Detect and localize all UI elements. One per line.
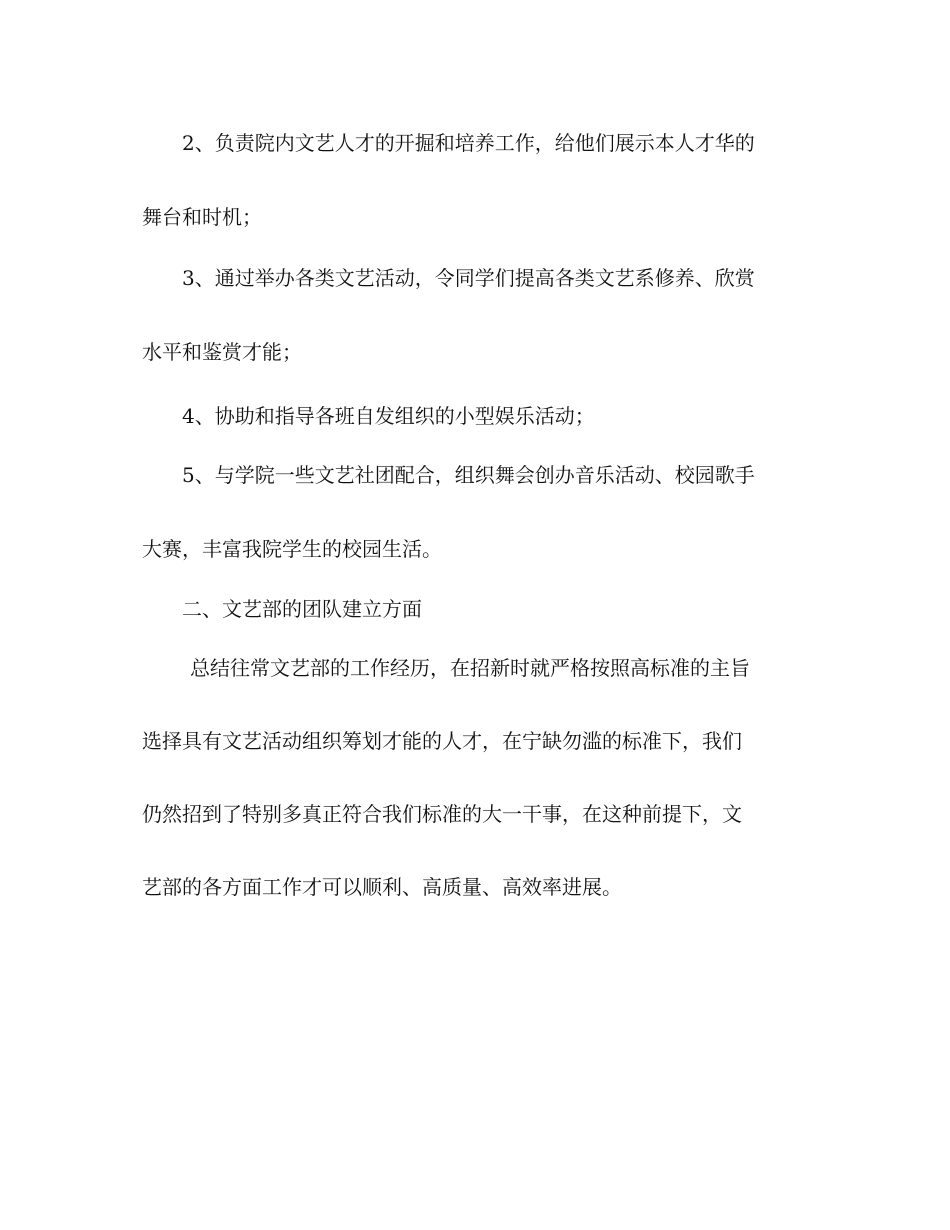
- paragraph-5-line-1: 5、与学院一些文艺社团配合，组织舞会创办音乐活动、校园歌手: [182, 463, 755, 487]
- paragraph-3-line-2: 水平和鉴赏才能；: [142, 340, 302, 364]
- paragraph-5-line-2: 大赛，丰富我院学生的校园生活。: [142, 537, 442, 561]
- section-heading: 二、文艺部的团队建立方面: [182, 597, 422, 621]
- paragraph-2-line-1: 2、负责院内文艺人才的开掘和培养工作，给他们展示本人才华的: [182, 131, 755, 155]
- paragraph-6-line-3: 仍然招到了特别多真正符合我们标准的大一干事，在这种前提下，文: [142, 802, 742, 826]
- paragraph-6-line-2: 选择具有文艺活动组织筹划才能的人才，在宁缺勿滥的标准下，我们: [142, 729, 742, 753]
- paragraph-6-line-1: 总结往常文艺部的工作经历，在招新时就严格按照高标准的主旨: [190, 656, 750, 680]
- paragraph-6-line-4: 艺部的各方面工作才可以顺利、高质量、高效率进展。: [142, 875, 622, 899]
- paragraph-4-line-1: 4、协助和指导各班自发组织的小型娱乐活动；: [182, 404, 595, 428]
- paragraph-3-line-1: 3、通过举办各类文艺活动，令同学们提高各类文艺系修养、欣赏: [182, 266, 755, 290]
- paragraph-2-line-2: 舞台和时机；: [142, 205, 262, 229]
